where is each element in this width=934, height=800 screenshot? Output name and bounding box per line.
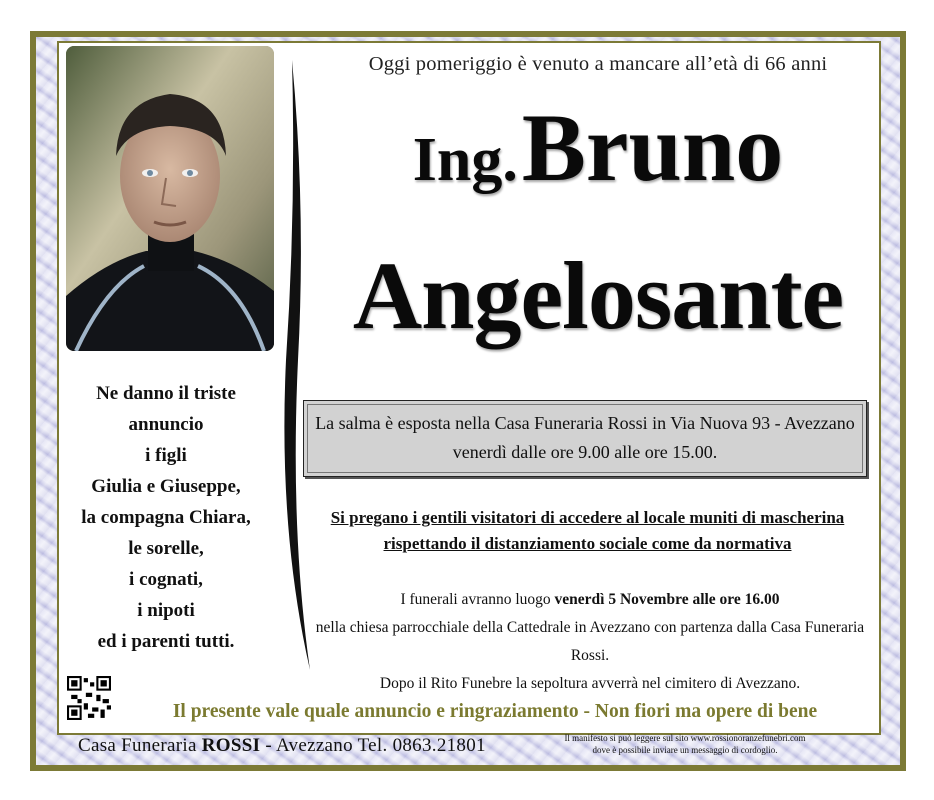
announcer-line: Giulia e Giuseppe, <box>91 476 241 497</box>
announcer-line: le sorelle, <box>128 538 204 559</box>
intro-text: Oggi pomeriggio è venuto a mancare all’età di 66 anni <box>368 53 828 75</box>
funeral-line-3: Dopo il Rito Funebre la sepoltura avverrà nel cimitero di Avezzano. <box>379 675 801 692</box>
deceased-title-first-name <box>320 94 876 201</box>
announcer-line: Ne danno il triste <box>96 383 236 404</box>
deceased-title: Ing. <box>412 126 518 194</box>
website-note-line-1: Il manifesto si può leggere sul sito www.rossionoranzefunebri.com <box>564 733 806 743</box>
announcer-line: i cognati, <box>129 569 203 590</box>
viewing-info-box <box>303 400 867 477</box>
funeral-line-1: I funerali avranno luogo venerdì 5 Novembre alle ore 16.00 <box>400 591 780 608</box>
website-note-line-2: dove è possibile inviare un messaggio di cordoglio. <box>592 745 778 755</box>
announcer-line: i figli <box>145 445 187 466</box>
website-note <box>520 732 850 756</box>
announcer-line: ed i parenti tutti. <box>97 631 235 652</box>
funeral-line-2: nella chiesa parrocchiale della Cattedrale in Avezzano con partenza dalla Casa Funeraria Rossi. <box>315 619 865 664</box>
viewing-line-2: venerdì dalle ore 9.00 alle ore 15.00. <box>452 442 718 462</box>
mask-notice <box>310 505 865 557</box>
announcer-line: i nipoti <box>137 600 195 621</box>
deceased-last-name: Angelosante <box>352 242 844 349</box>
deceased-photo <box>66 46 274 351</box>
viewing-line-1: La salma è esposta nella Casa Funeraria Rossi in Via Nuova 93 - Avezzano <box>315 413 855 433</box>
mask-notice-line-1: Si pregano i gentili visitatori di accedere al locale muniti di mascherina <box>330 508 845 527</box>
deceased-first-name: Bruno <box>521 94 784 201</box>
funeral-details <box>300 586 880 698</box>
decorative-swoosh <box>270 60 320 670</box>
announcer-line: la compagna Chiara, <box>81 507 251 528</box>
announcer-line: annuncio <box>128 414 204 435</box>
announcers-list <box>66 378 266 657</box>
thanks-line: Il presente vale quale annuncio e ringraziamento - Non fiori ma opere di bene <box>172 701 818 722</box>
mask-notice-line-2: rispettando il distanziamento sociale come da normativa <box>383 534 792 553</box>
funeral-home-contact: Casa Funeraria ROSSI - Avezzano Tel. 0863.21801 <box>78 735 486 756</box>
qr-code[interactable] <box>67 676 111 720</box>
